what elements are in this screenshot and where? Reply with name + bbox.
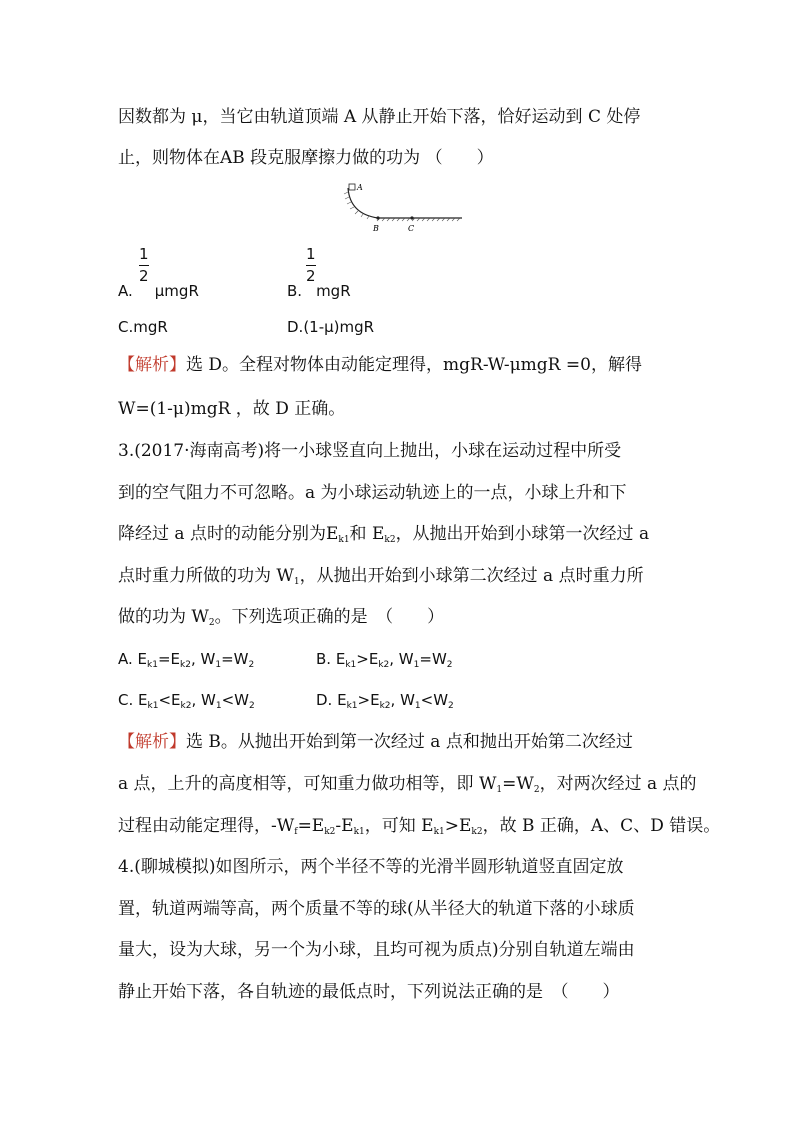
fraction-numerator: 1 [139, 245, 149, 263]
label-a: A [357, 183, 363, 192]
q3-text-line-5: 做的功为 $W_2$。下列选项正确的是 （ ） [118, 607, 445, 628]
q2-analysis-line-2: W=(1-μ)mgR ，故 D 正确。 [118, 399, 346, 419]
q2-text-line-2: 止，则物体在AB 段克服摩擦力做的功为 （ ） [118, 148, 494, 168]
q3-option-c: C. $E_{k1}<E_{k2}$, $W_1<W_2$ [118, 691, 255, 711]
option-a-fraction [139, 246, 149, 285]
analysis-text: 选 D。全程对物体由动能定理得，mgR-W-μmgR =0，解得 [186, 355, 642, 375]
q3-text-line-4: 点时重力所做的功为 $W_1$，从抛出开始到小球第二次经过 a 点时重力所 [118, 566, 644, 587]
q4-text-line-3: 量大，设为大球，另一个为小球，且均可视为质点)分别自轨道左端由 [118, 940, 635, 960]
q3-analysis-line-1 [118, 731, 633, 753]
q3-option-c-text: C. E [118, 691, 148, 709]
q3-line-3-text: 降经过 a 点时的动能分别为E [118, 524, 339, 544]
q4-text-line-4: 静止开始下落，各自轨迹的最低点时，下列说法正确的是 （ ） [118, 982, 620, 1002]
analysis-tag: 【解析】 [118, 732, 186, 752]
q3-text-line-1: 3.(2017·海南高考)将一小球竖直向上抛出，小球在运动过程中所受 [118, 441, 622, 461]
q3-text-line-2: 到的空气阻力不可忽略。a 为小球运动轨迹上的一点，小球上升和下 [118, 483, 627, 503]
q3-line-5-text: 做的功为 W [118, 607, 209, 627]
option-b-fraction [306, 246, 316, 285]
q3-option-a: A. $E_{k1}=E_{k2}$, $W_1=W_2$ [118, 650, 255, 670]
option-a-text: μmgR [154, 282, 199, 300]
option-a [118, 281, 199, 301]
q3-analysis-3-text: 过程由动能定理得，-W [118, 816, 295, 836]
q3-option-d: D. $E_{k1}>E_{k2}$, $W_1<W_2$ [316, 691, 454, 711]
option-a-label: A. [118, 282, 133, 300]
option-c: C.mgR [118, 318, 168, 336]
fraction-denominator: 2 [306, 267, 316, 285]
q3-analysis-2-text: a 点，上升的高度相等，可知重力做功相等，即 W [118, 774, 497, 794]
q3-option-b-text: B. E [316, 650, 346, 668]
fraction-numerator: 1 [306, 245, 316, 263]
q3-option-d-text: D. E [316, 691, 347, 709]
option-d: D.(1-μ)mgR [287, 318, 375, 336]
option-b [287, 281, 351, 301]
q4-text-line-2: 置，轨道两端等高，两个质量不等的球(从半径大的轨道下落的小球质 [118, 899, 635, 919]
q3-option-a-text: A. E [118, 650, 148, 668]
block-icon [349, 184, 355, 190]
q3-option-b: B. $E_{k1}>E_{k2}$, $W_1=W_2$ [316, 650, 453, 670]
q3-text-line-3: 降经过 a 点时的动能分别为$E_{k1}$和 $E_{k2}$，从抛出开始到小球第一次经过 a [118, 524, 650, 545]
option-b-text: mgR [316, 282, 351, 300]
label-c: C [408, 224, 415, 233]
analysis-text: 选 B。从抛出开始到第一次经过 a 点和抛出开始第二次经过 [186, 732, 633, 752]
option-b-label: B. [287, 282, 303, 300]
q2-text-line-1: 因数都为 μ，当它由轨道顶端 A 从静止开始下落，恰好运动到 C 处停 [118, 107, 641, 127]
track-figure [340, 180, 465, 235]
q2-analysis-line-1 [118, 354, 642, 376]
q3-line-4-text: 点时重力所做的功为 W [118, 566, 294, 586]
q3-analysis-line-2: a 点，上升的高度相等，可知重力做功相等，即 $W_1=W_2$，对两次经过 a 点的 [118, 774, 697, 795]
q3-analysis-line-3: 过程由动能定理得，$-W_f=E_{k2}-E_{k1}$，可知 $E_{k1}>E_{k2}$，故 B 正确，A、C、D 错误。 [118, 816, 721, 837]
fraction-denominator: 2 [139, 267, 149, 285]
analysis-tag: 【解析】 [118, 355, 186, 375]
label-b: B [373, 224, 379, 233]
q4-text-line-1: 4.(聊城模拟)如图所示，两个半径不等的光滑半圆形轨道竖直固定放 [118, 857, 624, 877]
